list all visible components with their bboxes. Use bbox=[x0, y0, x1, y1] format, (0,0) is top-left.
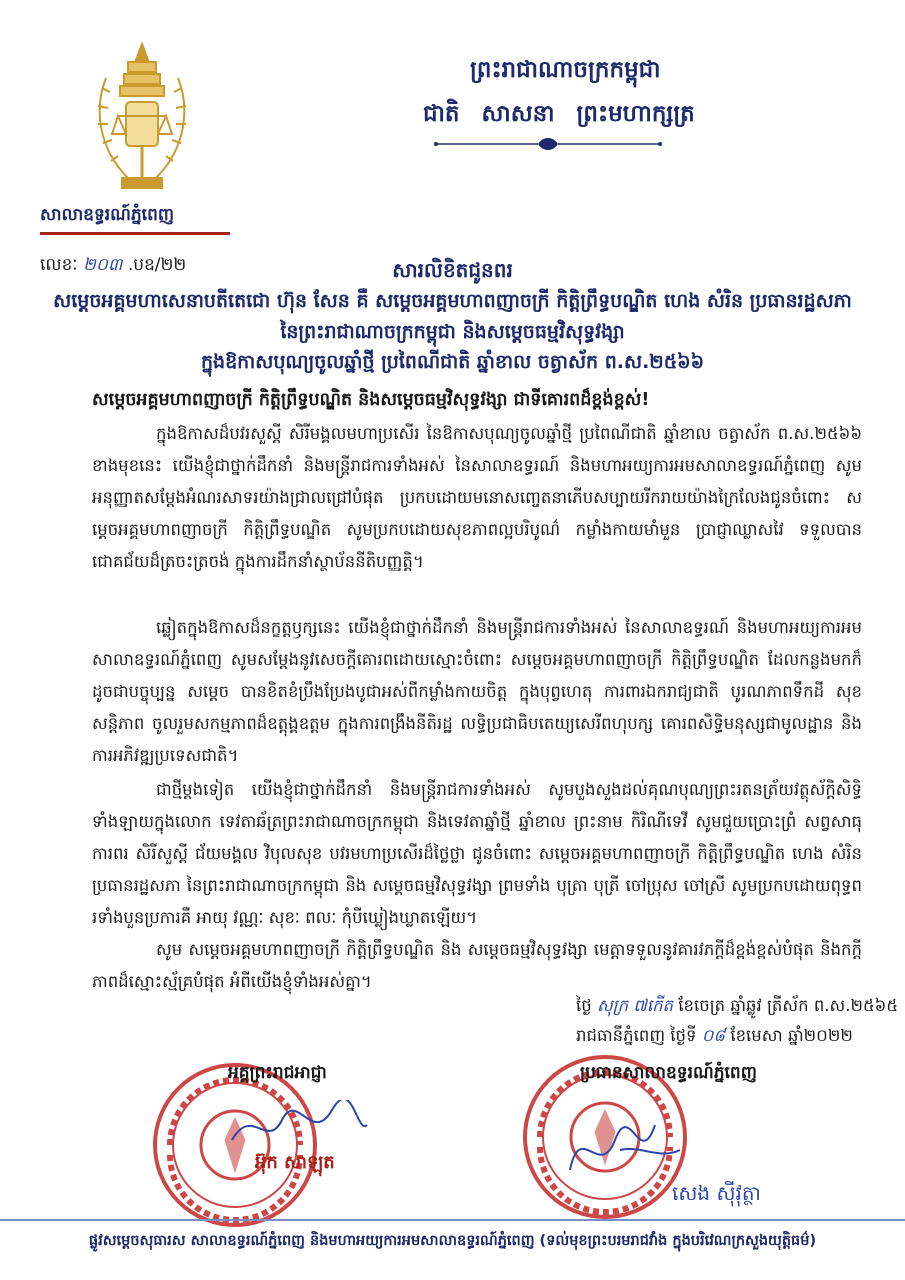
lunar-date-prefix: ថ្ងៃ bbox=[576, 996, 592, 1015]
body-paragraph-1 bbox=[92, 418, 862, 578]
salutation: សម្តេចអគ្គមហាពញាចក្រី កិត្តិព្រឹទ្ធបណ្ឌិត និងសម្តេចធម្មវិសុទ្ធវង្សា ជាទីគោរពដ៏ខ្ពង់ខ្ពស់! bbox=[92, 390, 650, 410]
left-signature-icon bbox=[222, 1100, 372, 1155]
royal-emblem-icon bbox=[88, 38, 196, 198]
solar-date-prefix: រាជធានីភ្នំពេញ ថ្ងៃទី bbox=[576, 1026, 697, 1045]
paragraph-text: សូម សម្តេចអគ្គមហាពញាចក្រី កិត្តិព្រឹទ្ធបណ្ឌិត និង សម្តេចធម្មវិសុទ្ធវង្សា មេត្តាទទួលនូវគារវភក្តីដ៏ខ្ពង់ខ្ពស់បំផុត និងកក្តីភាពដ៏ស្មោះស្ម័គ្របំផុត អំពីយើងខ្ញុំទាំងអស់គ្នា។ bbox=[92, 940, 862, 991]
left-signatory-title: អគ្គព្រះរាជអាជ្ញា bbox=[228, 1063, 327, 1083]
ornament-divider-icon bbox=[428, 136, 668, 152]
letter-title: សារលិខិតជូនពរ bbox=[392, 258, 513, 282]
solar-date-line bbox=[576, 1026, 853, 1050]
kingdom-heading: ព្រះរាជាណាចក្រកម្ពុជា bbox=[470, 57, 661, 83]
organization-name: សាលាឧទ្ធរណ៍ភ្នំពេញ bbox=[40, 205, 175, 225]
right-signatory-name: សេង ស៊ីវុត្ថា bbox=[672, 1181, 761, 1205]
lunar-date-line bbox=[576, 996, 898, 1020]
lunar-date-handwritten: សុក្រ ៧កើត bbox=[596, 996, 674, 1015]
body-paragraph-4 bbox=[92, 934, 862, 998]
solar-date-rest: ខែមេសា ឆ្នាំ២០២២ bbox=[730, 1026, 853, 1045]
body-paragraph-3 bbox=[92, 774, 862, 934]
right-signatory-title: ប្រធានសាលាឧទ្ធរណ៍ភ្នំពេញ bbox=[580, 1063, 757, 1083]
lunar-date-rest: ខែចេត្រ ឆ្នាំឆ្លូវ ត្រីស័ក ព.ស.២៥៦៥ bbox=[678, 996, 899, 1015]
paragraph-text: ក្នុងឱកាសដ៏បវរសួស្តី សិរីមង្គលមហាប្រសើរ នៃឱកាសបុណ្យចូលឆ្នាំថ្មី ប្រពៃណីជាតិ ឆ្នាំខាល ចត្វាស័ក ព.ស.២៥៦៦ ខាងមុខនេះ យើងខ្ញុំជាថ្នាក់ដឹកនាំ និងមន្ត្រីរាជការទាំងអស់ នៃសាលាឧទ្ធរណ៍ និងមហាអយ្យការអមសាលាឧទ្ធរណ៍ភ្នំពេញ សូមអនុញ្ញាតសម្តែងអំណរសាទរយ៉ាងជ្រាលជ្រៅបំផុត ប្រកបដោយមនោសញ្ចេតនាភើបសប្បាយរីករាយយ៉ាងក្រៃលែងជូនចំពោះ សម្តេចអគ្គមហាពញាចក្រី កិត្តិព្រឹទ្ធបណ្ឌិត សូមប្រកបដោយសុខភាពល្អបរិបូណ៌ កម្លាំងកាយមាំមួន ប្រាជ្ញាឈ្លាសវៃ ទទួលបានជោគជ័យដ៏ត្រចះត្រចង់ ក្នុងការដឹកនាំស្ថាប័ននីតិបញ្ញត្តិ។ bbox=[92, 424, 862, 571]
org-underline-divider bbox=[40, 232, 230, 235]
footer-divider bbox=[0, 1219, 905, 1221]
solar-date-handwritten: ០៨ bbox=[701, 1026, 726, 1045]
title-occasion-line: ក្នុងឱកាសបុណ្យចូលឆ្នាំថ្មី ប្រពៃណីជាតិ ឆ្នាំខាល ចត្វាស័ក ព.ស.២៥៦៦ bbox=[200, 351, 705, 373]
paragraph-text: ឆ្លៀតក្នុងឱកាសដ៏នក្ខត្តឫក្សនេះ យើងខ្ញុំជាថ្នាក់ដឹកនាំ និងមន្ត្រីរាជការទាំងអស់ នៃសាលាឧទ្ធរណ៍ និងមហាអយ្យការអមសាលាឧទ្ធរណ៍ភ្នំពេញ សូមសម្តែងនូវសេចក្តីគោរពដោយស្មោះចំពោះ សម្តេចអគ្គមហាពញាចក្រី កិត្តិព្រឹទ្ធបណ្ឌិត ដែលកន្លងមកក៏ដូចជាបច្ចុប្បន្ន សម្តេច បានខិតខំប្រឹងប្រែងបូជាអស់ពីកម្លាំងកាយចិត្ត ក្នុងបុព្វហេតុ ការពារឯករាជ្យជាតិ បូរណភាពទឹកដី សុខសន្តិភាព ចូលរួមសកម្មភាពដ៏ឧត្តុង្គឧត្តម ក្នុងការពង្រឹងនីតិរដ្ឋ លទ្ធិប្រជាធិបតេយ្យសេរីពហុបក្ស គោរពសិទ្ធិមនុស្សជាមូលដ្ឋាន និងការអភិវឌ្ឍប្រទេសជាតិ។ bbox=[92, 618, 862, 765]
national-motto: ជាតិ សាសនា ព្រះមហាក្សត្រ bbox=[423, 101, 695, 127]
paragraph-text: ជាថ្មីម្តងទៀត យើងខ្ញុំជាថ្នាក់ដឹកនាំ និងមន្ត្រីរាជការទាំងអស់ សូមបួងសួងដល់គុណបុណ្យព្រះរតនត្រ័យវត្ថុស័ក្តិសិទ្ធិទាំងឡាយក្នុងលោក ទេវតាឆ័ត្រព្រះរាជាណាចក្រកម្ពុជា និងទេវតាឆ្នាំថ្មី ឆ្នាំខាល ព្រះនាម កិរិណីទេវី សូមជួយប្រោះព្រំ សព្វសាធុការពរ សិរីសួស្តី ជ័យមង្គល វិបុលសុខ បវរមហាប្រសើរដ៏ថ្លៃថ្លា ជូនចំពោះ សម្តេចអគ្គមហាពញាចក្រី កិត្តិព្រឹទ្ធបណ្ឌិត ហេង សំរិន ប្រធានរដ្ឋសភា នៃព្រះរាជាណាចក្រកម្ពុជា និង សម្តេចធម្មវិសុទ្ធវង្សា ព្រមទាំង បុត្រា បុត្រី ចៅប្រុស ចៅស្រី សូមប្រកបដោយពុទ្ធពរទាំងបួនប្រការគឺ អាយុ វណ្ណៈ សុខៈ ពលៈ កុំបីឃ្លៀងឃ្លាតឡើយ។ bbox=[92, 780, 862, 927]
right-signature-icon bbox=[560, 1110, 690, 1190]
body-paragraph-2 bbox=[92, 612, 862, 772]
footer-address: ផ្លូវសម្តេចសុធារស សាលាឧទ្ធរណ៍ភ្នំពេញ និងមហាអយ្យការអមសាលាឧទ្ធរណ៍ភ្នំពេញ (ទល់មុខព្រះបរមរាជវាំង ក្នុងបរិវេណក្រសួងយុត្តិធម៌) bbox=[88, 1233, 817, 1249]
title-recipient-line-2: នៃព្រះរាជាណាចក្រកម្ពុជា និងសម្តេចធម្មវិសុទ្ធវង្សា bbox=[280, 321, 625, 343]
reference-handwritten-number: ២០៣ bbox=[82, 255, 123, 275]
left-signatory-name: អ៊ុក សាឡុត bbox=[255, 1152, 335, 1173]
reference-label: លេខៈ bbox=[40, 255, 78, 275]
title-recipient-line: សម្តេចអគ្គមហាសេនាបតីតេជោ ហ៊ុន សែន គឺ សម្តេចអគ្គមហាពញាចក្រី កិត្តិព្រឹទ្ធបណ្ឌិត ហេង សំរិន ប្រធានរដ្ឋសភា bbox=[53, 290, 852, 312]
reference-suffix: .បឧ/២២ bbox=[127, 255, 187, 275]
